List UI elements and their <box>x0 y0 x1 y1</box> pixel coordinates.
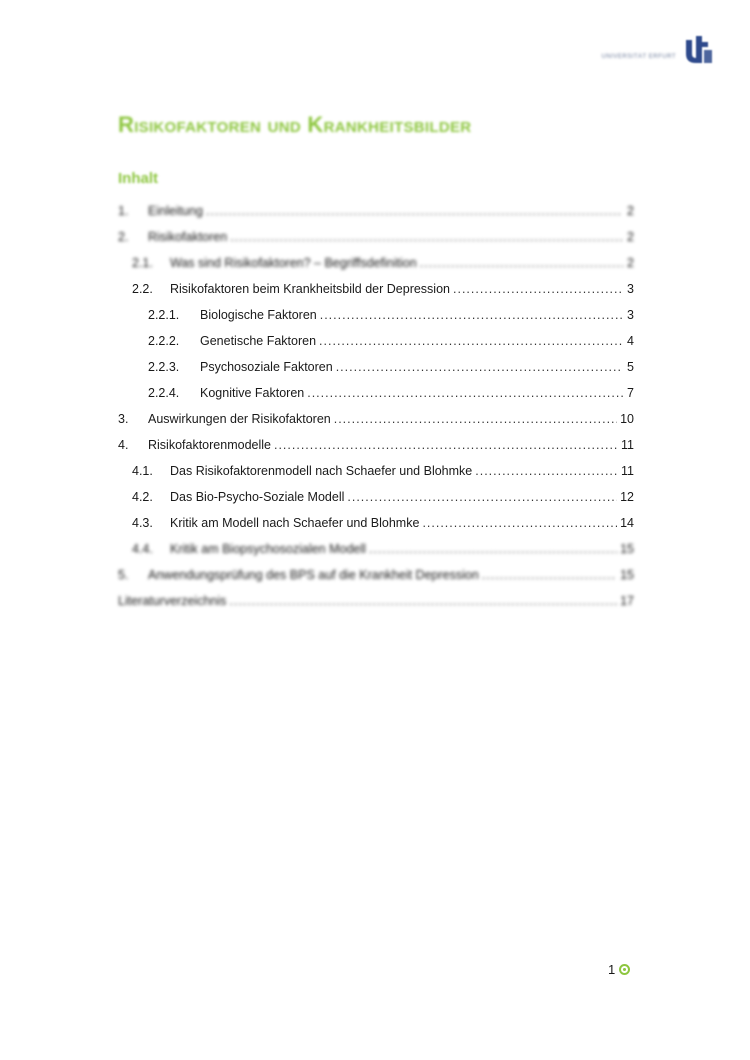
toc-entry-label: Psychosoziale Faktoren <box>200 360 333 374</box>
toc-entry-leader <box>230 224 623 250</box>
toc-entry-page: 5 <box>627 360 634 374</box>
toc-entry-page: 15 <box>620 542 634 556</box>
toc-entry-label: Risikofaktorenmodelle <box>148 438 271 452</box>
toc-entry-label: Anwendungsprüfung des BPS auf die Krankheit Depression <box>148 568 479 582</box>
toc-entry-leader <box>307 380 623 406</box>
toc-entry-page: 4 <box>627 334 634 348</box>
toc-entry-number: 2.2.3. <box>148 360 180 374</box>
toc-entry-label: Genetische Faktoren <box>200 334 317 348</box>
toc-entry-number: 4.3. <box>132 516 153 530</box>
toc-entry-page: 2 <box>627 230 634 244</box>
toc-entry-leader <box>422 510 617 536</box>
toc-entry-number: 1. <box>118 204 129 218</box>
toc-entry[interactable] <box>118 328 634 354</box>
page-footer <box>608 962 630 977</box>
toc-entry-leader <box>274 432 618 458</box>
toc-entry-leader <box>336 354 623 380</box>
toc-entry[interactable] <box>118 406 634 432</box>
document-title: Risikofaktoren und Krankheitsbilder <box>118 112 472 137</box>
toc-entry-page: 11 <box>621 438 634 452</box>
toc-entry-leader <box>319 328 623 354</box>
toc-entry-label: Kognitive Faktoren <box>200 386 305 400</box>
toc-entry-page: 11 <box>621 464 634 478</box>
toc-entry-label: Einleitung <box>148 204 203 218</box>
toc-entry-page: 2 <box>627 256 634 270</box>
toc-entry-label: Das Bio-Psycho-Soziale Modell <box>170 490 345 504</box>
toc-entry-number: 3. <box>118 412 129 426</box>
table-of-contents <box>118 198 634 614</box>
toc-entry-leader <box>347 484 617 510</box>
toc-entry-page: 3 <box>627 308 634 322</box>
toc-entry-leader <box>453 276 623 302</box>
toc-entry-label: Kritik am Biopsychosozialen Modell <box>170 542 366 556</box>
toc-entry-leader <box>482 562 617 588</box>
toc-entry-page: 2 <box>627 204 634 218</box>
toc-entry-leader <box>369 536 617 562</box>
toc-entry-page: 14 <box>620 516 634 530</box>
toc-entry[interactable] <box>118 302 634 328</box>
toc-entry-number: 2. <box>118 230 129 244</box>
toc-entry[interactable] <box>118 198 634 224</box>
toc-entry-page: 12 <box>620 490 634 504</box>
toc-entry-label: Literaturverzeichnis <box>118 594 227 608</box>
toc-entry[interactable] <box>118 458 634 484</box>
toc-entry[interactable] <box>118 276 634 302</box>
header-logo <box>602 36 714 64</box>
toc-entry-page: 17 <box>620 594 634 608</box>
university-logo-icon <box>684 36 714 64</box>
toc-entry-page: 15 <box>620 568 634 582</box>
circle-bullet-icon <box>619 964 630 975</box>
toc-entry-label: Das Risikofaktorenmodell nach Schaefer und Blohmke <box>170 464 473 478</box>
toc-entry-number: 4.1. <box>132 464 153 478</box>
toc-entry-number: 4. <box>118 438 129 452</box>
toc-entry-leader <box>229 588 617 614</box>
toc-entry-label: Auswirkungen der Risikofaktoren <box>148 412 331 426</box>
toc-entry-leader <box>206 198 623 224</box>
toc-entry[interactable] <box>118 510 634 536</box>
toc-entry-number: 4.2. <box>132 490 153 504</box>
toc-entry[interactable] <box>118 562 634 588</box>
toc-entry[interactable] <box>118 250 634 276</box>
toc-entry-number: 2.2.1. <box>148 308 180 322</box>
toc-entry[interactable] <box>118 432 634 458</box>
toc-entry-leader <box>334 406 617 432</box>
toc-entry-number: 4.4. <box>132 542 153 556</box>
toc-entry-number: 5. <box>118 568 129 582</box>
toc-entry-page: 7 <box>627 386 634 400</box>
toc-entry[interactable] <box>118 380 634 406</box>
toc-entry-leader <box>320 302 623 328</box>
toc-entry-page: 3 <box>627 282 634 296</box>
toc-entry-number: 2.2. <box>132 282 153 296</box>
toc-heading: Inhalt <box>118 170 158 187</box>
logo-text: UNIVERSITÄT ERFURT <box>601 54 676 60</box>
toc-entry[interactable] <box>118 224 634 250</box>
toc-entry-label: Was sind Risikofaktoren? – Begriffsdefinition <box>170 256 417 270</box>
toc-entry-label: Risikofaktoren <box>148 230 228 244</box>
toc-entry[interactable] <box>118 354 634 380</box>
toc-entry[interactable] <box>118 536 634 562</box>
toc-entry-label: Kritik am Modell nach Schaefer und Blohmke <box>170 516 420 530</box>
toc-entry-leader <box>420 250 623 276</box>
toc-entry[interactable] <box>118 588 634 614</box>
toc-entry-label: Risikofaktoren beim Krankheitsbild der Depression <box>170 282 450 296</box>
toc-entry[interactable] <box>118 484 634 510</box>
toc-entry-number: 2.2.2. <box>148 334 180 348</box>
toc-entry-leader <box>475 458 618 484</box>
page-number: 1 <box>608 962 616 977</box>
toc-entry-number: 2.2.4. <box>148 386 180 400</box>
toc-entry-page: 10 <box>620 412 634 426</box>
toc-entry-number: 2.1. <box>132 256 153 270</box>
toc-entry-label: Biologische Faktoren <box>200 308 317 322</box>
